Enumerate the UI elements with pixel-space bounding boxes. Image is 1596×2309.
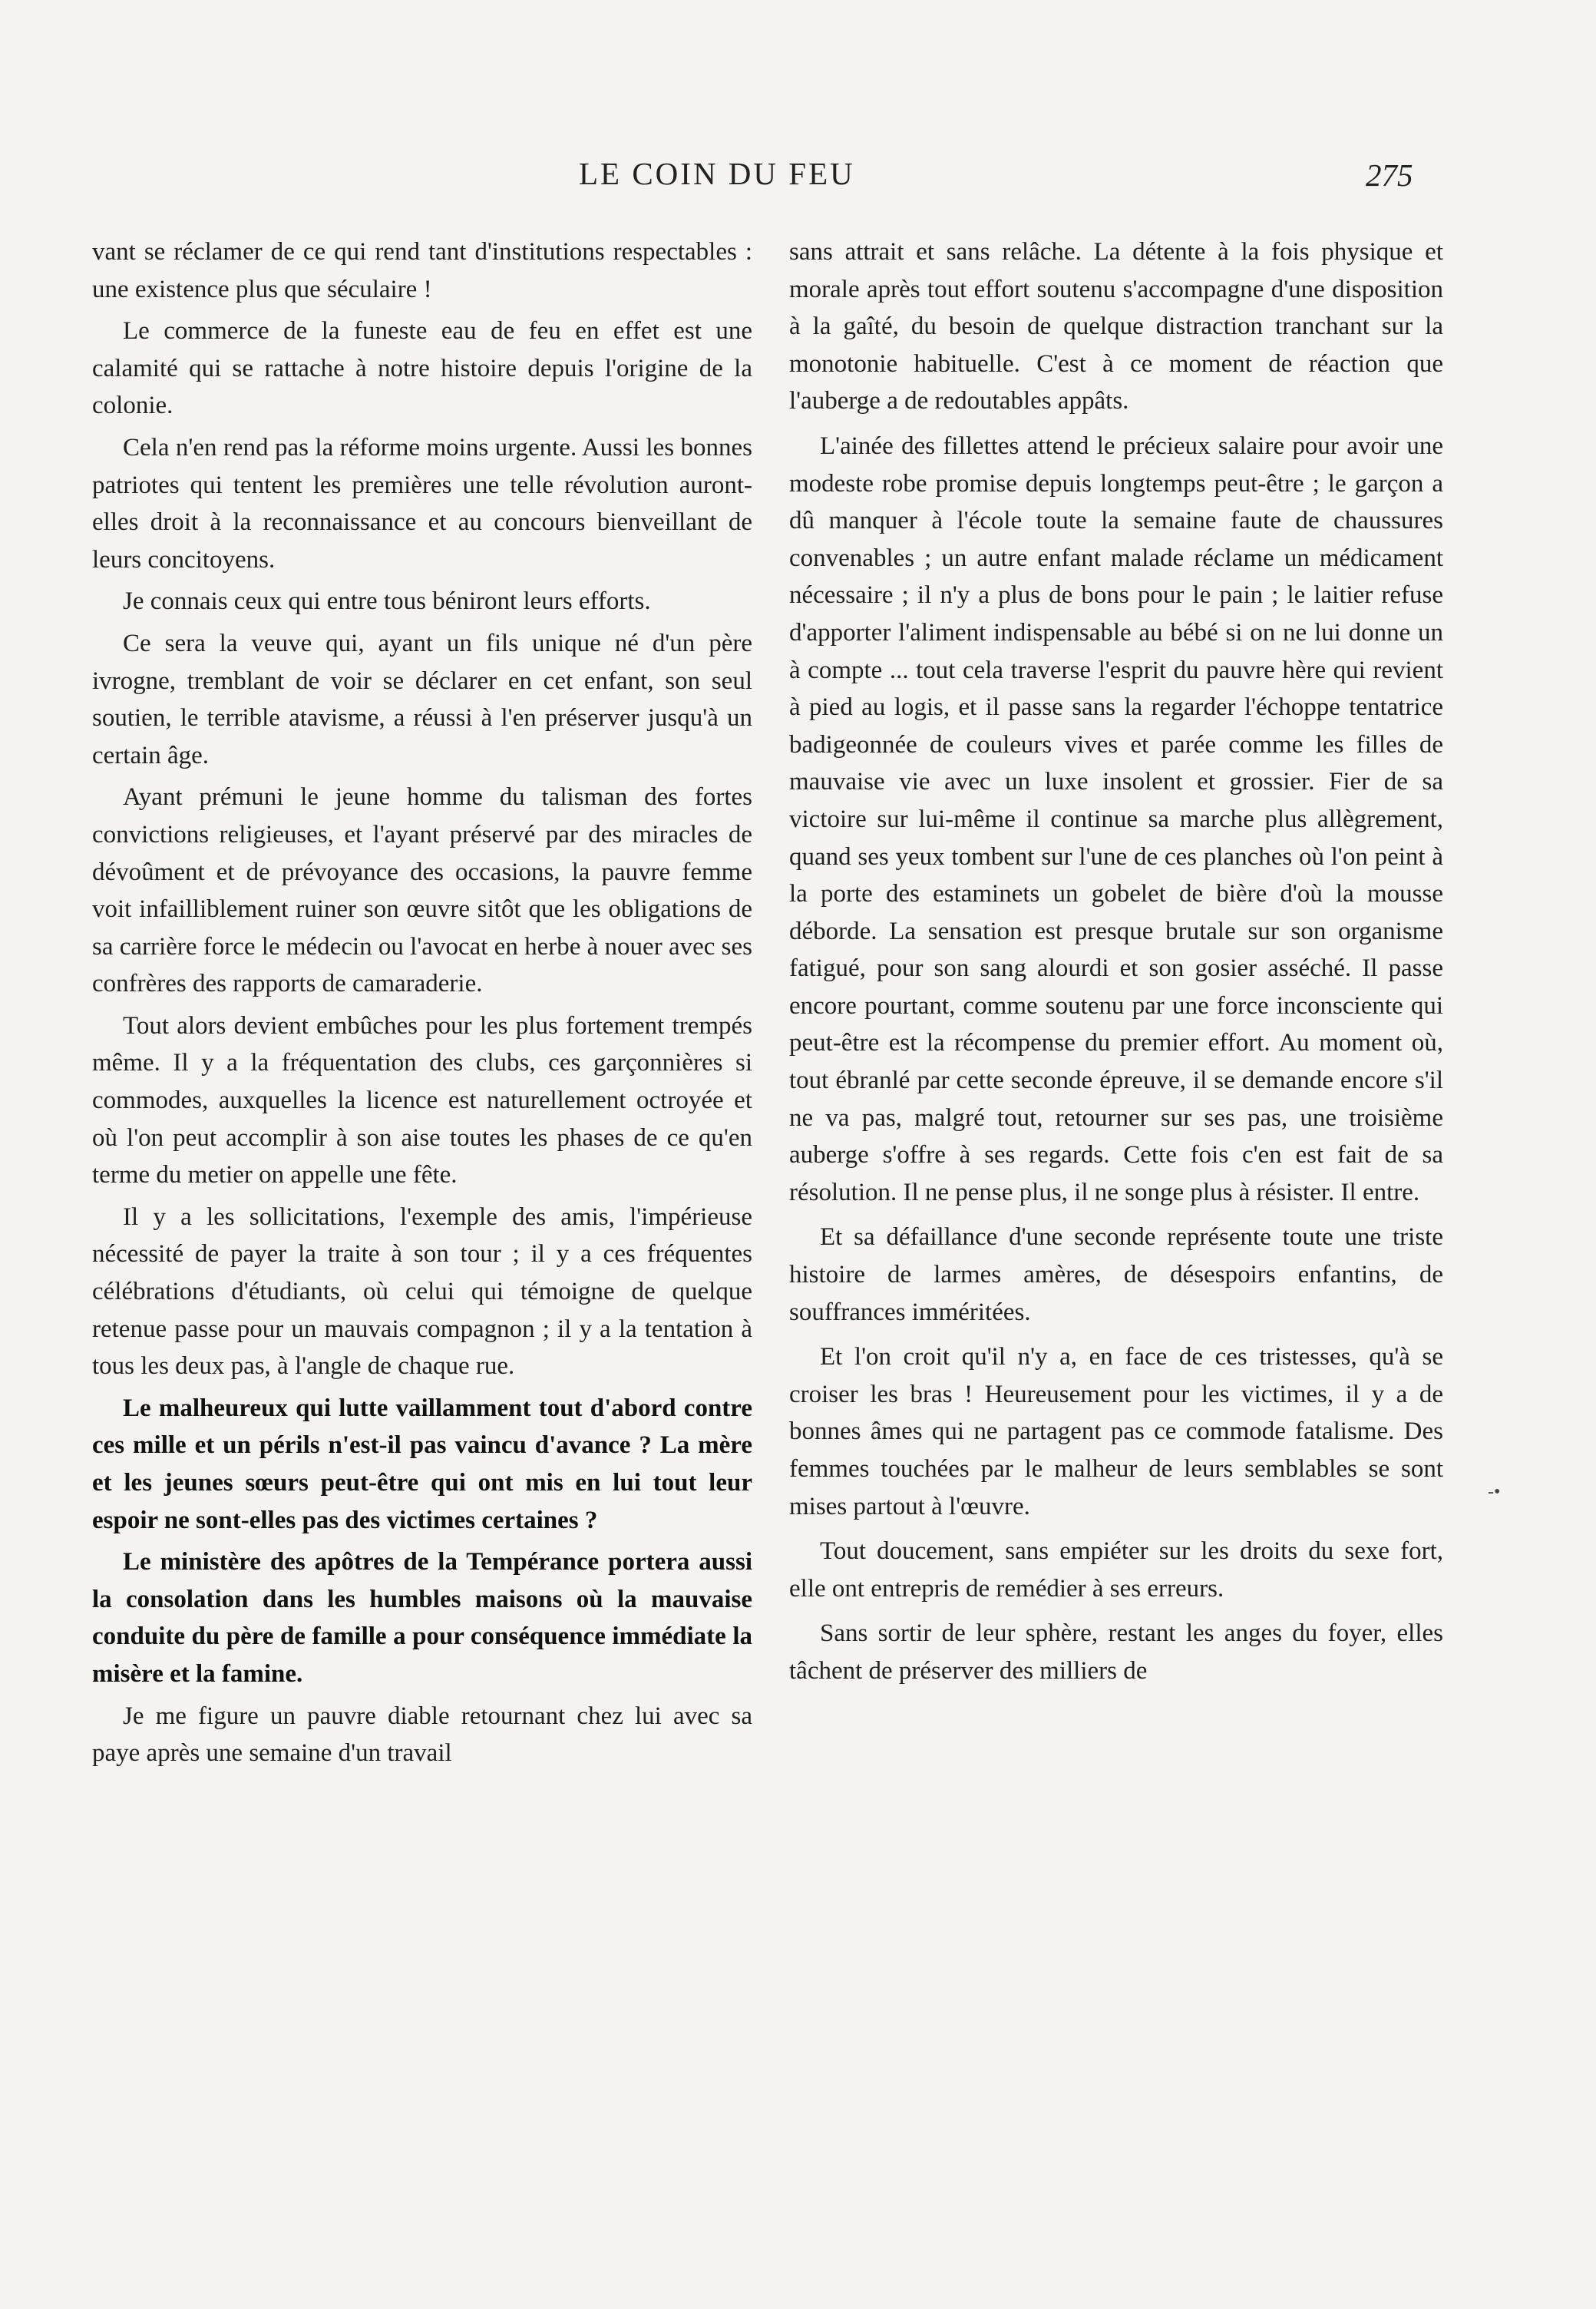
left-column: [92, 233, 752, 1777]
paragraph: sans attrait et sans relâche. La détente à la fois physique et morale après tout effort soutenu s'accompagne d'une disposition à la gaîté, du besoin de quelque distraction tranchant sur la monotonie habituelle. C'est à ce moment de réaction que l'auberge a de redoutables appâts.: [789, 238, 1443, 415]
paragraph: Le malheureux qui lutte vaillamment tout d'abord contre ces mille et un périls n'est-il pas vaincu d'avance ? La mère et les jeunes sœurs peut-être qui ont mis en lui tout leur espoir ne sont-elles pas des victimes certaines ?: [92, 1394, 752, 1534]
paragraph: Le ministère des apôtres de la Tempérance portera aussi la consolation dans les humbles maisons où la mauvaise conduite du père de famille a pour conséquence immédiate la misère et la famine.: [92, 1548, 752, 1688]
paragraph: Et sa défaillance d'une seconde représente toute une triste histoire de larmes amères, de désespoirs enfantins, de souffrances imméritées.: [789, 1223, 1443, 1326]
paragraph: Cela n'en rend pas la réforme moins urgente. Aussi les bonnes patriotes qui tentent les premières une telle révolution auront-elles droit à la reconnaissance et au concours bienveillant de leurs concitoyens.: [92, 433, 752, 574]
page-header: [0, 154, 1596, 207]
paragraph: Tout alors devient embûches pour les plus fortement trempés même. Il y a la fréquentation des clubs, ces garçonnières si commodes, auxquelles la licence est naturellement octroyée et où l'on peut accomplir à son aise toutes les phases de ce qu'en terme du metier on appelle une fête.: [92, 1011, 752, 1189]
paragraph: Ce sera la veuve qui, ayant un fils unique né d'un père ivrogne, tremblant de voir se déclarer en cet enfant, son seul soutien, le terrible atavisme, a réussi à l'en préserver jusqu'à un certain âge.: [92, 629, 752, 769]
paragraph: L'ainée des fillettes attend le précieux salaire pour avoir une modeste robe promise depuis longtemps peut-être ; le garçon a dû manquer à l'école toute la semaine faute de chaussures convenables ; un autre enfant malade réclame un médicament nécessaire ; il n'y a plus de bons pour le pain ; le laitier refuse d'apporter l'aliment indispensable au bébé si on ne lui donne un à compte ... tout cela traverse l'esprit du pauvre hère qui revient à pied au logis, et il passe sans la regarder l'échoppe tentatrice badigeonnée de couleurs vives et parée comme les filles de mauvaise vie avec un luxe insolent et grossier. Fier de sa victoire sur lui-même il continue sa marche plus allègrement, quand ses yeux tombent sur l'une de ces planches où l'on peint à la porte des estaminets un gobelet de bière d'où la mousse déborde. La sensation est presque brutale sur son organisme fatigué, pour son sang alourdi et son gosier asséché. Il passe encore pourtant, comme soutenu par une force inconsciente qui peut-être est la récompense du premier effort. Au moment où, tout ébranlé par cette seconde épreuve, il se demande encore s'il ne va pas, malgré tout, retourner sur ses pas, une troisième auberge s'offre à ses regards. Cette fois c'en est fait de sa résolution. Il ne pense plus, il ne songe plus à résister. Il entre.: [789, 432, 1443, 1206]
paragraph: Il y a les sollicitations, l'exemple des amis, l'impérieuse nécessité de payer la traite à son tour ; il y a ces fréquentes célébrations d'étudiants, où celui qui témoigne de quelque retenue passe pour un mauvais compagnon ; il y a la tentation à tous les deux pas, à l'angle de chaque rue.: [92, 1202, 752, 1381]
paragraph: Je me figure un pauvre diable retournant chez lui avec sa paye après une semaine d'un travail: [92, 1702, 752, 1768]
paragraph: Sans sortir de leur sphère, restant les anges du foyer, elles tâchent de préserver des milliers de: [789, 1619, 1443, 1685]
paragraph: Et l'on croit qu'il n'y a, en face de ces tristesses, qu'à se croiser les bras ! Heureusement pour les victimes, il y a de bonnes âmes qui ne partagent pas ce commode fatalisme. Des femmes touchées par le malheur de leurs semblables se sont mises partout à l'œuvre.: [789, 1343, 1443, 1520]
paragraph: Tout doucement, sans empiéter sur les droits du sexe fort, elle ont entrepris de remédier à ses erreurs.: [789, 1537, 1443, 1603]
page-number: 275: [1366, 157, 1413, 193]
right-column: [789, 233, 1443, 1698]
margin-mark: -•: [1488, 1482, 1501, 1502]
paragraph: Je connais ceux qui entre tous béniront leurs efforts.: [123, 587, 651, 616]
running-title: LE COIN DU FEU: [579, 156, 855, 191]
paragraph: Ayant prémuni le jeune homme du talisman des fortes convictions religieuses, et l'ayant préservé par des miracles de dévoûment et de prévoyance des occasions, la pauvre femme voit infailliblement ruiner son œuvre sitôt que les obligations de sa carrière force le médecin ou l'avocat en herbe à nouer avec ses confrères des rapports de camaraderie.: [92, 783, 752, 998]
paragraph: Le commerce de la funeste eau de feu en effet est une calamité qui se rattache à notre histoire depuis l'origine de la colonie.: [92, 317, 752, 420]
paragraph: vant se réclamer de ce qui rend tant d'institutions respectables : une existence plus que séculaire !: [92, 238, 752, 303]
